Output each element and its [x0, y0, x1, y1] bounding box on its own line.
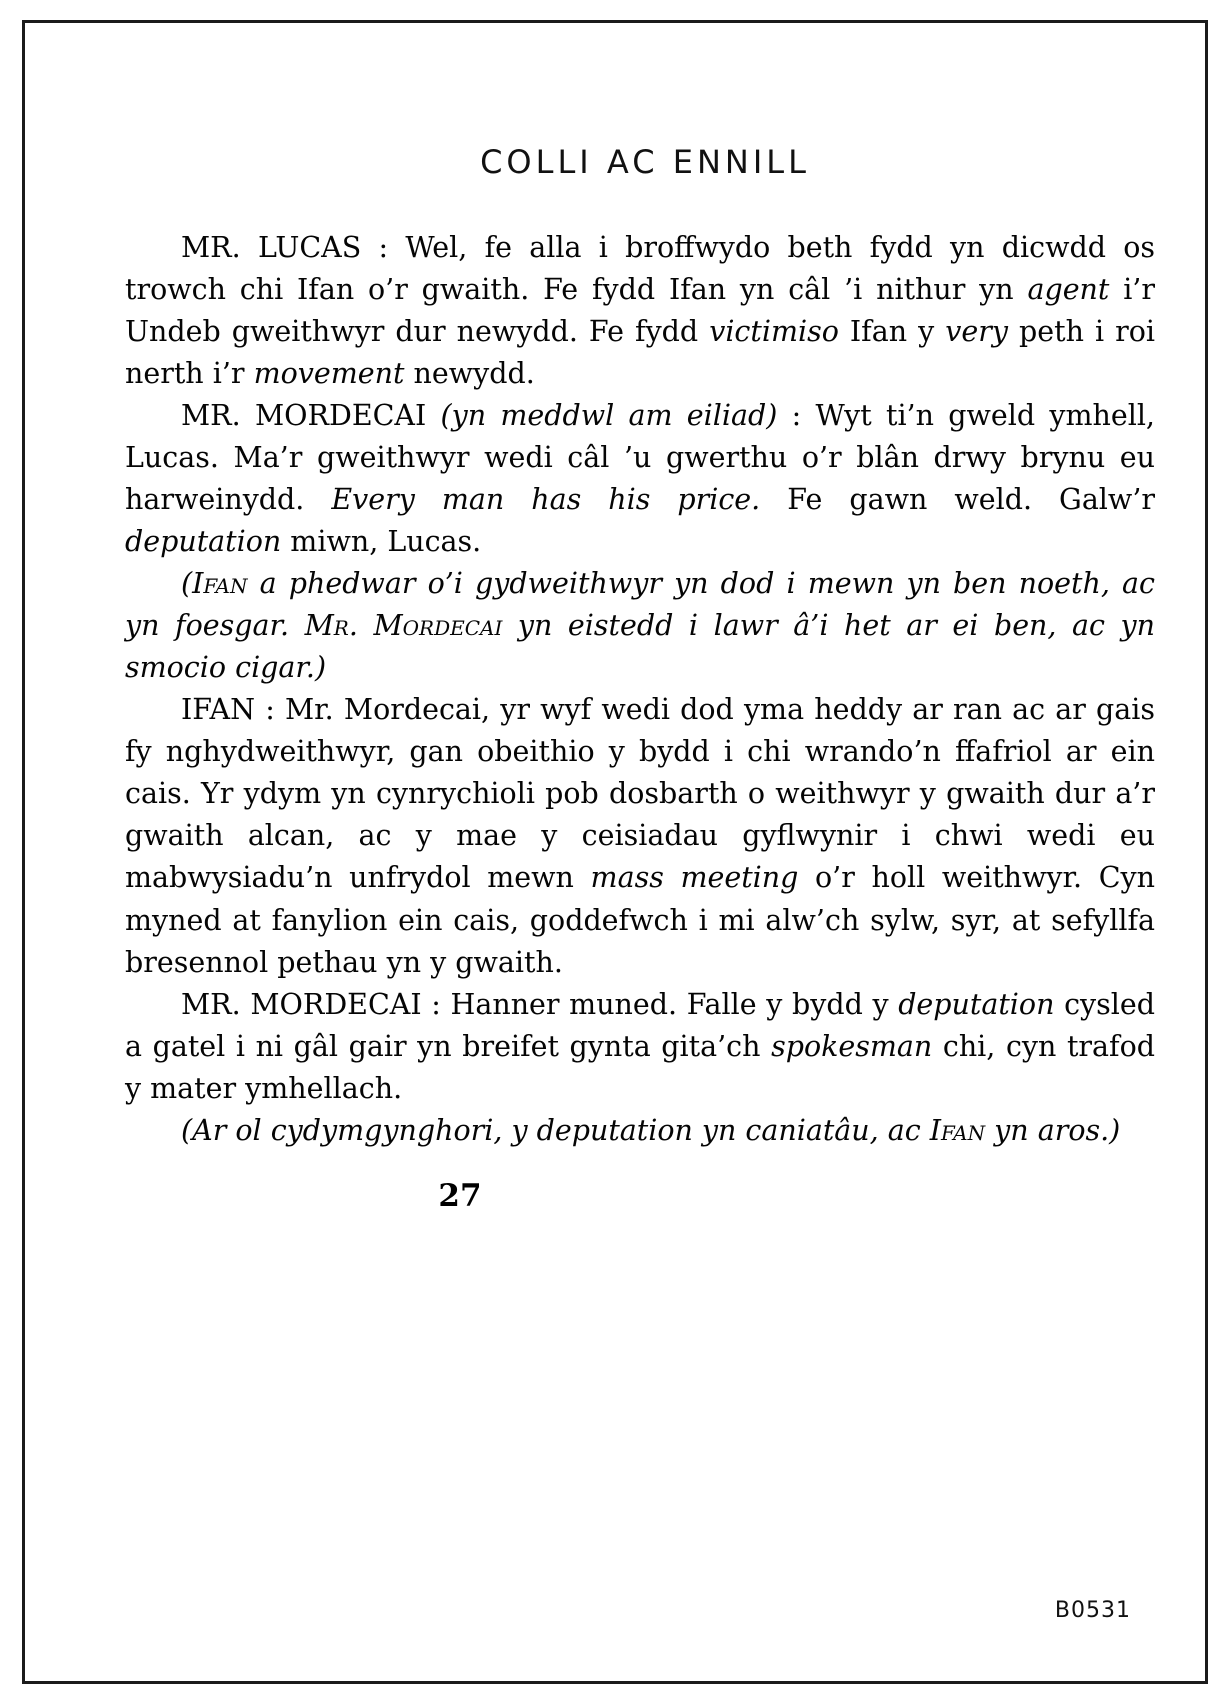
text-run: a phedwar o’i gydweithwyr yn dod i mewn yn ben noeth, ac yn foesgar.: [125, 567, 1155, 643]
text-run: victimiso: [709, 315, 839, 349]
text-run: Fe gawn weld. Galw’r: [760, 483, 1156, 517]
text-run: newydd.: [404, 357, 535, 391]
archive-code: B0531: [1054, 1598, 1131, 1623]
text-run: MR. MORDECAI : Hanner muned. Falle y bydd y: [181, 987, 899, 1021]
text-run: yn eistedd i lawr â’i het ar ei ben, ac yn smocio cigar.): [125, 609, 1156, 685]
text-run: Mr. Mordecai: [304, 609, 503, 643]
text-run: Ifan: [192, 567, 248, 601]
paragraph-ifan: [125, 689, 1155, 983]
body-text-block: [125, 227, 1155, 1152]
text-run: miwn, Lucas.: [281, 525, 482, 559]
text-run: IFAN : Mr. Mordecai, yr wyf wedi dod yma heddy ar ran ac ar gais fy nghydweithwyr, gan obeithio y bydd i chi wrando’n ffafriol ar ein cais. Yr ydym yn cynrychioli pob dosbarth o weithwyr y gwaith dur a’r gwaith alcan, ac y mae y ceisiadau gyflwynir i chwi wedi eu mabwysiadu’n unfrydol mewn: [125, 693, 1155, 895]
text-run: (: [181, 567, 193, 601]
paragraph-mr-mordecai: [125, 395, 1155, 563]
text-run: peth i roi nerth i’r: [125, 315, 1156, 391]
text-run: o’r holl weithwyr. Cyn myned at fanylion ein cais, goddefwch i mi alw’ch sylw, syr, at sefyllfa bresennol pethau yn y gwaith.: [125, 861, 1155, 979]
paragraph-mr-lucas: [125, 227, 1155, 395]
text-run: MR. LUCAS : Wel, fe alla i broffwydo beth fydd yn dicwdd os trowch chi Ifan o’r gwaith. Fe fydd Ifan yn câl ’i nithur yn: [125, 231, 1155, 307]
text-run: very: [945, 315, 1008, 349]
text-run: Ifan y: [838, 315, 946, 349]
text-run: (Ar ol cydymgynghori, y deputation yn caniatâu, ac: [181, 1113, 930, 1147]
page-content: [125, 143, 1155, 1214]
paragraph-stage-direction-second: [125, 1110, 1155, 1152]
text-run: movement: [253, 357, 405, 391]
scan-border-frame: [22, 20, 1208, 1684]
paragraph-stage-direction: [125, 563, 1155, 689]
text-run: yn aros.): [985, 1113, 1121, 1147]
text-run: : Wyt ti’n gweld ymhell, Lucas. Ma’r gweithwyr wedi câl ’u gwerthu o’r blân drwy brynu eu harweinydd.: [125, 399, 1155, 517]
text-run: MR. MORDECAI: [181, 399, 441, 433]
text-run: chi, cyn trafod y mater ymhellach.: [125, 1029, 1155, 1105]
text-run: deputation: [898, 987, 1055, 1021]
paragraph-mr-mordecai-second: [125, 984, 1155, 1110]
text-run: Every man has his price.: [331, 483, 761, 517]
text-run: cysled a gatel i ni gâl gair yn breifet gynta gita’ch: [125, 987, 1155, 1063]
text-run: mass meeting: [590, 861, 799, 895]
page-number: 27: [438, 1177, 482, 1214]
text-run: (yn meddwl am eiliad): [440, 399, 778, 433]
text-run: agent: [1027, 273, 1110, 307]
page-title: COLLI AC ENNILL: [480, 143, 810, 181]
text-run: spokesman: [771, 1029, 933, 1063]
text-run: Ifan: [929, 1113, 986, 1147]
text-run: i’r Undeb gweithwyr dur newydd. Fe fydd: [125, 273, 1155, 349]
text-run: deputation: [125, 525, 282, 559]
